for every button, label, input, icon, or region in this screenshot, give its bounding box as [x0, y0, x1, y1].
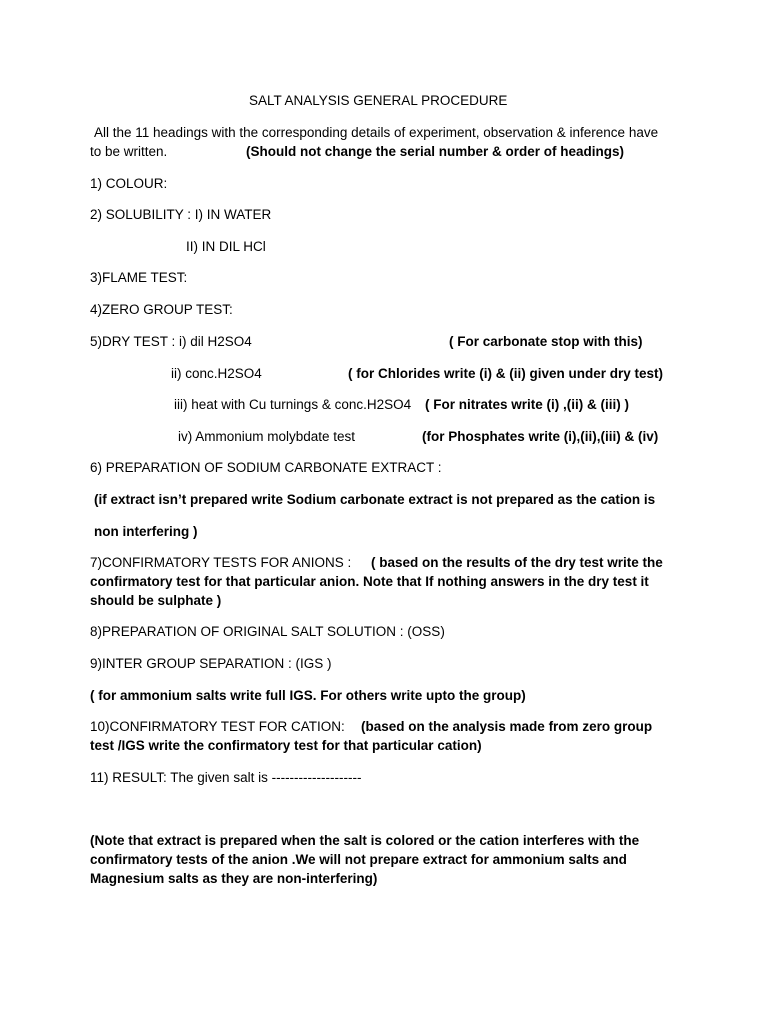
heading-result: 11) RESULT: The given salt is --------------------	[90, 770, 362, 785]
heading-flame-test: 3)FLAME TEST:	[90, 270, 188, 285]
anions-note-2: confirmatory test for that particular anion. Note that If nothing answers in the dry test it	[90, 574, 649, 589]
solubility-dil-hcl: II) IN DIL HCl	[186, 239, 266, 254]
final-note-3: Magnesium salts as they are non-interfering)	[90, 871, 378, 886]
intro-line-2: to be written.	[90, 144, 168, 159]
cation-note-2: test /IGS write the confirmatory test for that particular cation)	[90, 738, 482, 753]
final-note-1: (Note that extract is prepared when the salt is colored or the cation interferes with the	[90, 833, 640, 848]
dry-test-i: 5)DRY TEST : i) dil H2SO4	[90, 334, 252, 349]
dry-test-ii: ii) conc.H2SO4	[171, 366, 262, 381]
heading-colour: 1) COLOUR:	[90, 176, 168, 191]
intro-note: (Should not change the serial number & order of headings)	[246, 144, 625, 159]
heading-confirmatory-cation: 10)CONFIRMATORY TEST FOR CATION:	[90, 719, 345, 734]
cation-note-1: (based on the analysis made from zero group	[361, 719, 653, 734]
heading-sodium-carbonate-extract: 6) PREPARATION OF SODIUM CARBONATE EXTRACT :	[90, 460, 442, 475]
dry-test-ii-note: ( for Chlorides write (i) & (ii) given under dry test)	[348, 366, 664, 381]
heading-inter-group-separation: 9)INTER GROUP SEPARATION : (IGS )	[90, 656, 332, 671]
igs-note: ( for ammonium salts write full IGS. For others write upto the group)	[90, 688, 526, 703]
final-note-2: confirmatory tests of the anion .We will not prepare extract for ammonium salts and	[90, 852, 627, 867]
dry-test-iv: iv) Ammonium molybdate test	[178, 429, 356, 444]
heading-confirmatory-anions: 7)CONFIRMATORY TESTS FOR ANIONS :	[90, 555, 352, 570]
heading-original-salt-solution: 8)PREPARATION OF ORIGINAL SALT SOLUTION : (OSS)	[90, 624, 445, 639]
heading-zero-group: 4)ZERO GROUP TEST:	[90, 302, 233, 317]
extract-note-2: non interfering )	[94, 524, 198, 539]
anions-note-1: ( based on the results of the dry test write the	[371, 555, 663, 570]
page-title: SALT ANALYSIS GENERAL PROCEDURE	[249, 93, 508, 108]
extract-note-1: (if extract isn’t prepared write Sodium carbonate extract is not prepared as the cation is	[94, 492, 656, 507]
intro-line-1: All the 11 headings with the corresponding details of experiment, observation & inference have	[94, 125, 659, 140]
dry-test-i-note: ( For carbonate stop with this)	[449, 334, 643, 349]
dry-test-iv-note: (for Phosphates write (i),(ii),(iii) & (iv)	[422, 429, 659, 444]
anions-note-3: should be sulphate )	[90, 593, 222, 608]
dry-test-iii: iii) heat with Cu turnings & conc.H2SO4	[174, 397, 412, 412]
dry-test-iii-note: ( For nitrates write (i) ,(ii) & (iii) )	[425, 397, 629, 412]
heading-solubility: 2) SOLUBILITY : I) IN WATER	[90, 207, 272, 222]
